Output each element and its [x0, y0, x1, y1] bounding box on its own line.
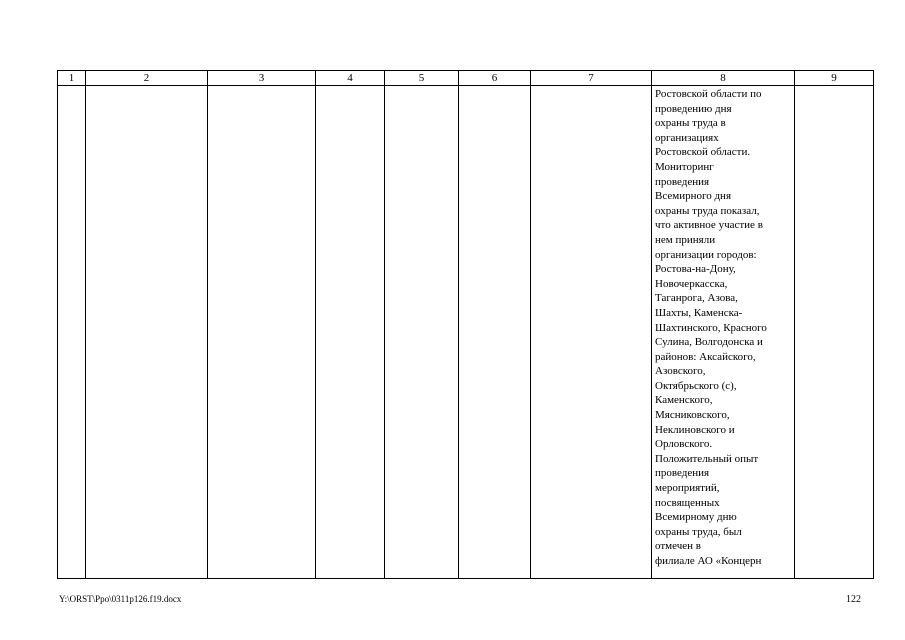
cell-8-line: Всемирного дня — [655, 190, 732, 203]
cell-8-line: Азовского, — [655, 365, 706, 378]
table-cell-2 — [86, 86, 208, 579]
footer-page-number: 122 — [846, 594, 861, 605]
cell-8-line: Орловского. — [655, 438, 713, 451]
cell-8-line: мероприятий, — [655, 482, 720, 495]
cell-8-line: Новочеркасска, — [655, 277, 728, 290]
cell-8-line: филиале АО «Концерн — [655, 555, 762, 567]
column-header-6: 6 — [459, 71, 531, 86]
cell-8-line: посвященных — [655, 496, 720, 509]
column-header-3: 3 — [208, 71, 316, 86]
column-header-8: 8 — [652, 71, 795, 86]
cell-8-line: проведения — [655, 467, 710, 480]
table-cell-3 — [208, 86, 316, 579]
cell-8-line: Октябрьского (с), — [655, 379, 737, 392]
document-table — [57, 70, 874, 579]
table-cell-1 — [58, 86, 86, 579]
table-cell-6 — [459, 86, 531, 579]
footer-file-path: Y:\ORST\Ppo\0311p126.f19.docx — [59, 594, 182, 604]
cell-8-line: что активное участие в — [655, 219, 763, 232]
cell-8-line: охраны труда, был — [655, 525, 742, 538]
cell-8-line: организации городов: — [655, 248, 757, 261]
table-cell-5 — [385, 86, 459, 579]
column-header-4: 4 — [316, 71, 385, 86]
cell-8-line: проведения — [655, 175, 710, 188]
cell-8-line: Сулина, Волгодонска и — [655, 336, 763, 349]
table-row — [58, 86, 874, 579]
cell-8-text — [652, 86, 794, 578]
cell-8-line: районов: Аксайского, — [655, 350, 756, 363]
cell-8-line: Каменского, — [655, 394, 713, 407]
cell-8-line: Ростовской области по — [655, 88, 762, 100]
cell-8-line: Ростова-на-Дону, — [655, 263, 736, 276]
table-cell-4 — [316, 86, 385, 579]
column-header-7: 7 — [531, 71, 652, 86]
cell-8-line: Всемирному дню — [655, 511, 737, 524]
cell-8-line: Ростовской области. — [655, 146, 751, 159]
cell-8-line: отмечен в — [655, 540, 701, 553]
cell-8-line: охраны труда в — [655, 117, 726, 130]
cell-8-line: Неклиновского и — [655, 423, 735, 436]
cell-8-line: Шахты, Каменска- — [655, 306, 743, 319]
cell-8-line: организациях — [655, 131, 719, 144]
cell-8-line: нем приняли — [655, 233, 716, 246]
cell-8-line: Таганрога, Азова, — [655, 292, 738, 305]
cell-8-line: Шахтинского, Красного — [655, 321, 767, 334]
table-cell-7 — [531, 86, 652, 579]
cell-8-line: проведению дня — [655, 102, 732, 115]
cell-8-line: Мониторинг — [655, 160, 714, 173]
cell-8-line: охраны труда показал, — [655, 204, 760, 217]
table-cell-8 — [652, 86, 795, 579]
column-header-1: 1 — [58, 71, 86, 86]
column-header-9: 9 — [795, 71, 874, 86]
cell-8-line: Мясниковского, — [655, 409, 730, 422]
column-header-2: 2 — [86, 71, 208, 86]
table-cell-9 — [795, 86, 874, 579]
cell-8-line: Положительный опыт — [655, 452, 759, 465]
header-row — [58, 71, 874, 86]
column-header-5: 5 — [385, 71, 459, 86]
